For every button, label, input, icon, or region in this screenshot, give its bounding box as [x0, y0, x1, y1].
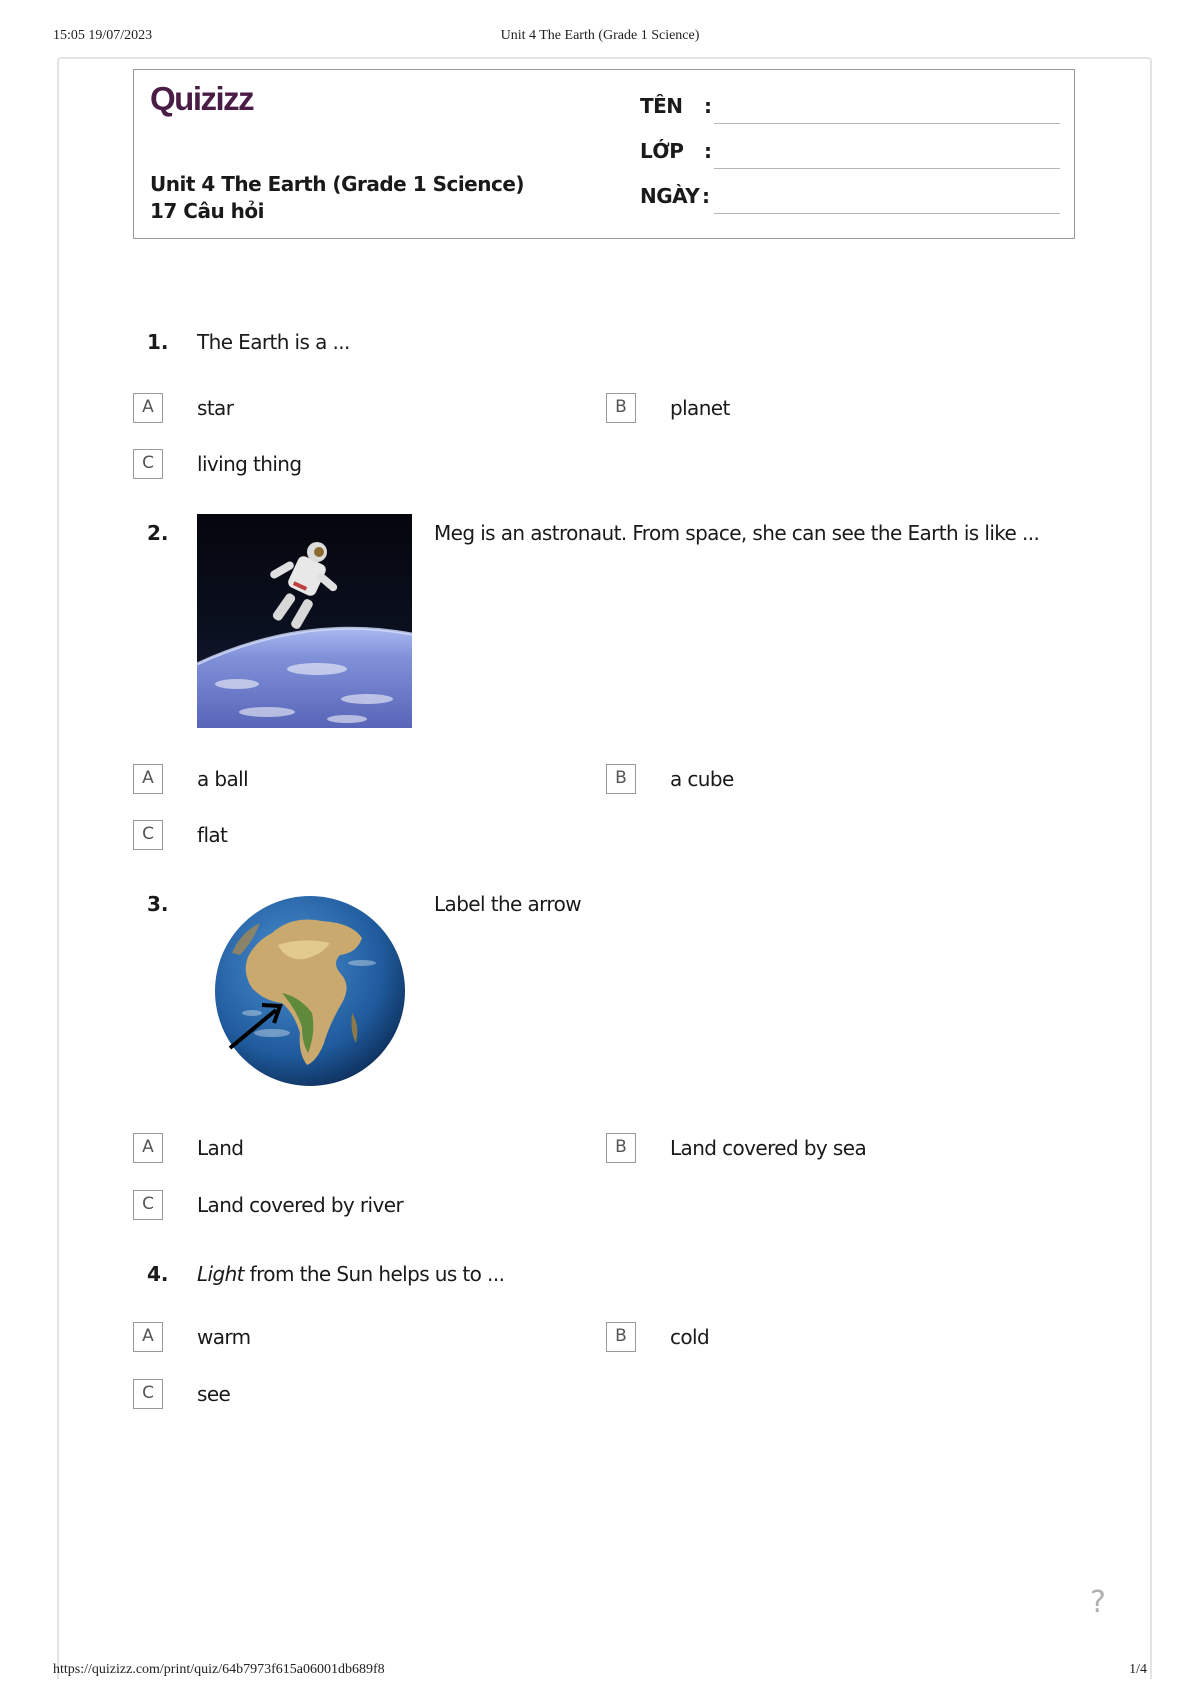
question-4-emphasis: Light: [197, 1262, 244, 1286]
date-colon: :: [702, 184, 710, 208]
print-page-title: Unit 4 The Earth (Grade 1 Science): [500, 28, 700, 43]
quizizz-logo: [150, 80, 280, 124]
q1-option-a-box[interactable]: A: [133, 393, 163, 423]
question-3-text: Label the arrow: [434, 892, 581, 916]
q1-option-a-text: star: [197, 396, 234, 420]
question-2-number: 2.: [147, 521, 169, 545]
question-3-number: 3.: [147, 892, 169, 916]
q3-option-b-text: Land covered by sea: [670, 1136, 867, 1160]
print-page-number: 1/4: [1129, 1662, 1147, 1677]
q4-option-a-text: warm: [197, 1325, 251, 1349]
question-1-text: The Earth is a ...: [197, 330, 350, 354]
svg-text:Quizizz: Quizizz: [150, 80, 254, 117]
class-field[interactable]: [640, 139, 1060, 169]
q4-option-c-box[interactable]: C: [133, 1379, 163, 1409]
q2-option-a-box[interactable]: A: [133, 764, 163, 794]
q4-option-b-box[interactable]: B: [606, 1322, 636, 1352]
date-field[interactable]: [640, 184, 1060, 214]
name-field[interactable]: [640, 94, 1060, 124]
q4-option-a-box[interactable]: A: [133, 1322, 163, 1352]
q1-option-b-text: planet: [670, 396, 730, 420]
q4-option-b-text: cold: [670, 1325, 710, 1349]
q1-option-c-box[interactable]: C: [133, 449, 163, 479]
q1-option-c-text: living thing: [197, 452, 302, 476]
q3-option-c-box[interactable]: C: [133, 1190, 163, 1220]
q3-option-a-text: Land: [197, 1136, 244, 1160]
date-label: NGÀY: [640, 184, 700, 208]
q3-option-c-text: Land covered by river: [197, 1193, 404, 1217]
name-colon: :: [704, 94, 712, 118]
quiz-title: Unit 4 The Earth (Grade 1 Science): [150, 172, 525, 196]
q2-option-b-box[interactable]: B: [606, 764, 636, 794]
q3-option-b-box[interactable]: B: [606, 1133, 636, 1163]
question-2-text: Meg is an astronaut. From space, she can see the Earth is like ...: [434, 521, 1040, 545]
question-4-number: 4.: [147, 1262, 169, 1286]
name-line[interactable]: [714, 123, 1060, 124]
print-url: https://quizizz.com/print/quiz/64b7973f615a06001db689f8: [53, 1662, 385, 1677]
q1-option-b-box[interactable]: B: [606, 393, 636, 423]
question-1-number: 1.: [147, 330, 169, 354]
q2-option-c-box[interactable]: C: [133, 820, 163, 850]
q3-option-a-box[interactable]: A: [133, 1133, 163, 1163]
q2-option-a-text: a ball: [197, 767, 249, 791]
q2-option-c-text: flat: [197, 823, 228, 847]
q4-option-c-text: see: [197, 1382, 231, 1406]
name-label: TÊN: [640, 94, 683, 118]
class-colon: :: [704, 139, 712, 163]
class-line[interactable]: [714, 168, 1060, 169]
date-line[interactable]: [714, 213, 1060, 214]
class-label: LỚP: [640, 139, 684, 163]
print-datetime: 15:05 19/07/2023: [53, 28, 153, 43]
earth-globe-image: [212, 893, 408, 1089]
astronaut-image: [197, 514, 412, 728]
q2-option-b-text: a cube: [670, 767, 734, 791]
quiz-header-box: [133, 69, 1075, 239]
quizizz-logo-icon: [150, 80, 280, 120]
question-4-body: from the Sun helps us to ...: [243, 1262, 505, 1286]
question-mark-icon[interactable]: ?: [1090, 1585, 1106, 1620]
question-4-text: [197, 1262, 504, 1286]
worksheet-sheet: [57, 57, 1152, 1679]
question-count: 17 Câu hỏi: [150, 199, 265, 223]
